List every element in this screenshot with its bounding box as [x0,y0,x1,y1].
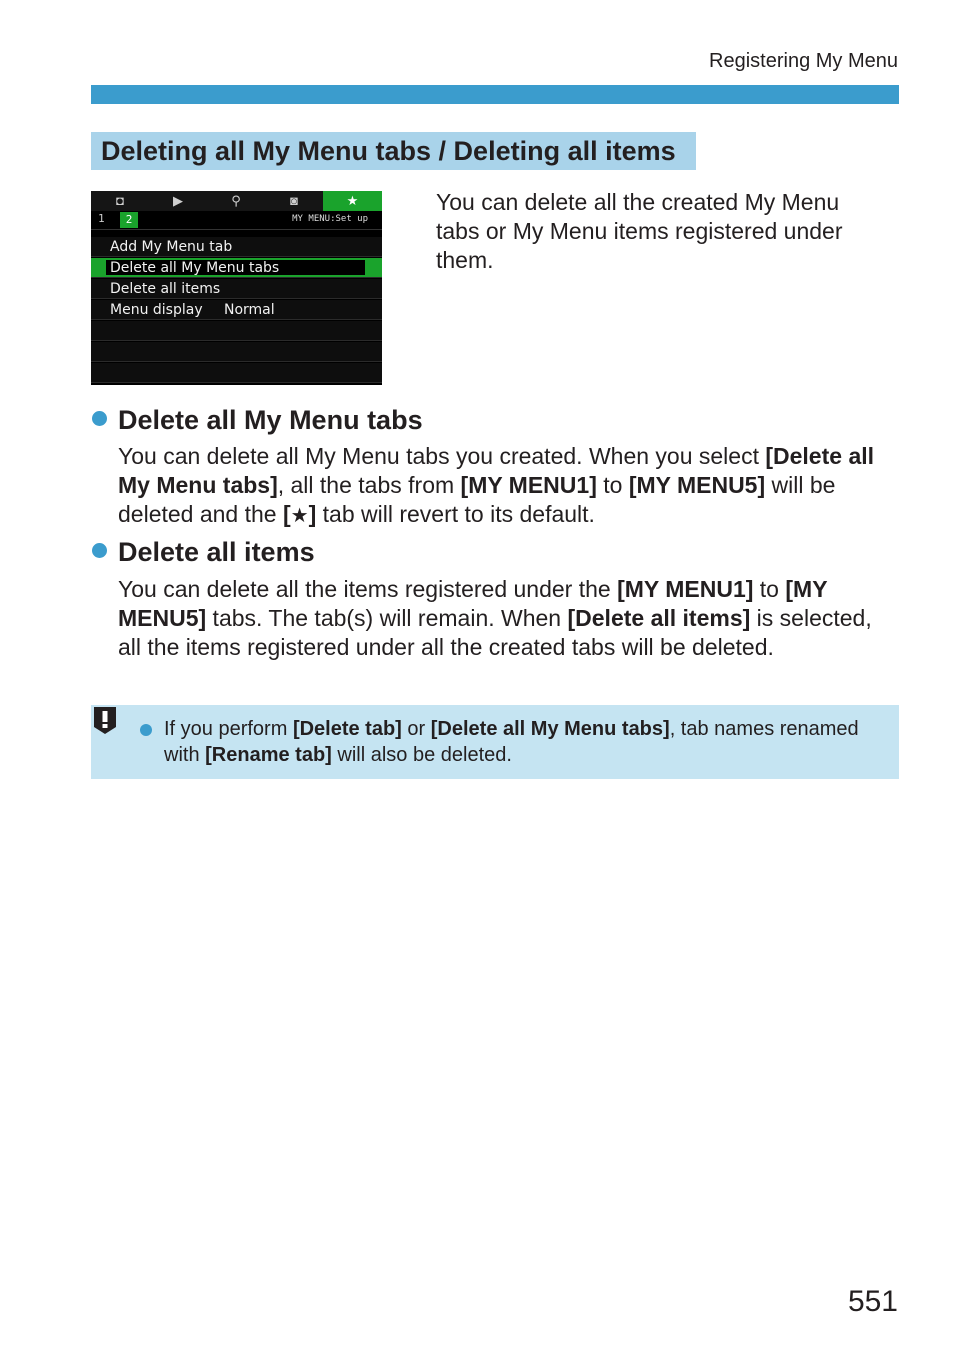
menu-item-delete-all-tabs[interactable] [91,258,382,278]
bullet-heading-text: Delete all items [118,537,315,567]
text-run: You can delete all My Menu tabs you created. When you select [118,443,766,469]
caution-note [91,705,899,779]
menu-tabs [91,191,382,211]
subtab-1[interactable]: 1 [98,212,105,225]
running-header: Registering My Menu [709,50,898,72]
star-icon[interactable]: ★ [323,191,382,211]
menu-item-delete-all-items[interactable] [91,279,382,299]
menu-item-empty [91,321,382,341]
menu-item-label: Delete all My Menu tabs [110,260,280,276]
text-run: or [401,718,431,740]
text-run: to [596,472,629,498]
bullet-heading-delete-items [92,537,315,568]
note-text [164,716,894,768]
sub-tabs [91,211,382,230]
play-icon[interactable]: ▶ [173,193,183,208]
menu-item-label: Add My Menu tab [110,239,233,255]
text-run: tab will revert to its default. [316,501,595,527]
bold-run: [MY MENU1] [460,472,597,498]
menu-item-empty [91,342,382,362]
paragraph-delete-tabs [118,442,888,531]
camera-menu-screen [91,191,382,385]
text-run: , all the tabs from [277,472,461,498]
bold-run: ] [308,501,317,527]
caution-icon [91,705,119,735]
bold-run: [MY MENU1] [617,576,754,602]
bullet-heading-text: Delete all My Menu tabs [118,405,423,435]
subtab-2[interactable]: 2 [120,212,138,228]
text-run: is selected, all the items registered under all the created tabs will be deleted. [118,605,872,660]
menu-item-label: Delete all items [110,281,221,297]
bold-run: [Delete all My Menu tabs] [430,718,670,740]
text-run: You can delete all the items registered under the [118,576,618,602]
intro-text: You can delete all the created My Menu tabs or My Menu items registered under them. [436,189,843,273]
bold-run: [MY MENU5] [118,576,828,631]
bold-run: [MY MENU5] [628,472,766,498]
section-title: Deleting all My Menu tabs / Deleting all items [91,132,696,170]
text-run: will be deleted and the [118,472,836,527]
star-icon: ★ [290,505,309,527]
bold-run: [ [282,501,291,527]
text-run: If you perform [164,718,293,740]
bold-run: [Delete all My Menu tabs] [118,443,875,498]
menu-item-add-tab[interactable] [91,237,382,257]
menu-name-label: MY MENU:Set up [292,214,368,224]
paragraph-delete-items [118,575,888,662]
custom-icon[interactable]: ◙ [290,193,298,208]
header-bar [91,85,899,104]
wrench-icon[interactable]: ⚲ [231,193,241,208]
bold-run: [Delete all items] [567,605,751,631]
camera-icon[interactable]: ◘ [116,193,124,208]
text-run: to [753,576,786,602]
bullet-icon [140,724,152,736]
bold-run: [Rename tab] [205,744,332,766]
bullet-icon [92,411,107,426]
text-run: tabs. The tab(s) will remain. When [206,605,568,631]
page-number: 551 [847,1285,898,1318]
menu-item-menu-display[interactable] [91,300,382,320]
text-run: , tab names renamed with [164,718,859,766]
bullet-heading-delete-tabs [92,405,423,436]
menu-item-value: Normal [224,302,275,318]
menu-item-empty [91,363,382,383]
bullet-icon [92,543,107,558]
text-run: will also be deleted. [331,744,512,766]
menu-item-label: Menu display [110,302,203,318]
bold-run: [Delete tab] [292,718,402,740]
